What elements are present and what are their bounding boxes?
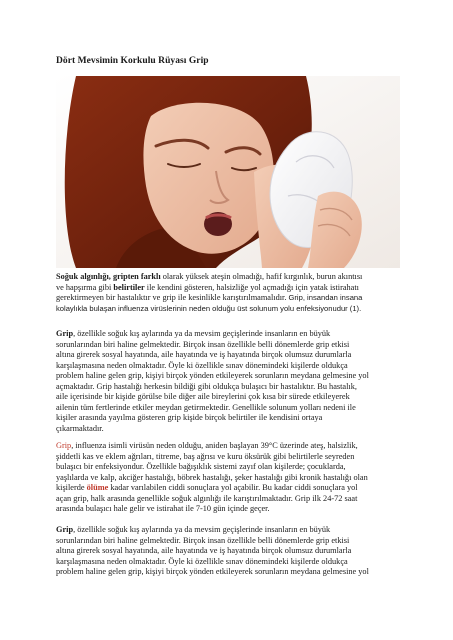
photo-illustration	[56, 76, 400, 268]
paragraph-line: kolaylıkla bulaşan influenza virüslerinin neden olduğu üst solunum yolu enfeksiyonudur (1).	[56, 303, 362, 313]
paragraph-line: sorunlarından biri haline gelmektedir. Birçok insan özellikle belli dönemlerde grip etkisi	[56, 339, 350, 349]
paragraph-cold-vs-flu	[56, 272, 402, 314]
paragraph-flu-overview	[56, 329, 402, 434]
bold-phrase: Soğuk algınlığı, gripten farklı	[56, 272, 161, 281]
paragraph-line: problem haline gelen grip, kişiyi birçok yönden etkileyerek sorunların meydana gelmesine yol	[56, 371, 369, 380]
line-text: ile kendini gösteren, halsizliğe yol açmadığı için yatak istirahatı	[144, 282, 359, 292]
line-text: kişilerde	[56, 483, 87, 492]
paragraph-flu-overview-repeat	[56, 525, 402, 578]
sneezing-woman-photo	[56, 76, 400, 268]
paragraph-line: altına girerek sosyal hayatında, aile hayatında ve iş hayatında birçok olumsuz durumlarla	[56, 350, 352, 359]
paragraph-line: altına girerek sosyal hayatında, aile hayatında ve iş hayatında birçok olumsuz durumlarla	[56, 546, 352, 555]
paragraph-line: bulaşıcı bir enfeksiyondur. Özellikle bağışıklık sistemi zayıf olan kişilerde; çocuklarda,	[56, 462, 346, 471]
line-text: , özellikle soğuk kış aylarında ya da mevsim geçişlerinde insanların en büyük	[73, 525, 331, 534]
paragraph-line	[56, 525, 402, 536]
paragraph-line	[56, 272, 402, 283]
line-text: kadar varılabilen ciddi sonuçlara yol açabilir. Bu kadar ciddi sonuçlara yol	[108, 483, 358, 492]
line-text: , özellikle soğuk kış aylarında ya da mevsim geçişlerinde insanların en büyük	[73, 329, 331, 338]
red-phrase: ölüme	[86, 483, 109, 492]
paragraph-line: aile içerisinde bir kişide görülse bile diğer aile bireylerini çok kısa bir sürede etkileyerek	[56, 392, 350, 401]
red-phrase: Grip	[56, 441, 72, 450]
paragraph-line: şiddetli kas ve eklem ağrıları, titreme, baş ağrısı ve kuru öksürük gibi belirtilerle seyreden	[56, 451, 355, 461]
bold-phrase: Grip	[56, 525, 74, 534]
paragraph-line: karşılaşmasına neden olmaktadır. Öyle ki özellikle sınav dönemindeki kişilerde oldukça	[56, 556, 348, 566]
line-text: gerektirmeyen bir hastalıktır ve grip ile kesinlikle karıştırılmamalıdır.	[56, 293, 289, 302]
paragraph-line: yaşlılarda ve kalp, akciğer hastalığı, böbrek hastalığı, şeker hastalığı gibi kronik hastalığı olan	[56, 472, 368, 482]
paragraph-line: açan grip, halk arasında genellikle soğuk algınlığı ile karıştırılmaktadır. Grip ilk 24-72 saat	[56, 493, 358, 503]
paragraph-line: ailenin tüm fertlerinde etkiler meydan getirmektedir. Genellikle solunum yolları nedeni ile	[56, 402, 356, 412]
line-text: ve hapşırma gibi	[56, 282, 114, 292]
paragraph-line	[56, 293, 402, 304]
sans-phrase: Grip, insandan insana	[288, 293, 363, 302]
paragraph-line	[56, 441, 402, 452]
paragraph-line: kişiler arasında yayılma gösteren grip kişide birçok belirtiler ile kendisini ortaya	[56, 413, 323, 422]
paragraph-line: karşılaşmasına neden olmaktadır. Öyle ki özellikle sınav dönemindeki kişilerde oldukça	[56, 360, 348, 370]
paragraph-line	[56, 283, 402, 294]
paragraph-line: çıkarmaktadır.	[56, 423, 104, 433]
paragraph-line: problem haline gelen grip, kişiyi birçok yönden etkileyerek sorunların meydana gelmesine yol	[56, 567, 369, 576]
line-text: olarak yüksek ateşin olmadığı, hafif kırgınlık, burun akıntısı	[160, 272, 363, 281]
document-title: Dört Mevsimin Korkulu Rüyası Grip	[56, 56, 209, 66]
bold-phrase: belirtiler	[113, 282, 145, 292]
paragraph-flu-symptoms	[56, 441, 402, 515]
paragraph-line	[56, 329, 402, 340]
bold-phrase: Grip	[56, 329, 74, 338]
paragraph-line: açmaktadır. Grip hastalığı herkesin bildiği gibi oldukça bulaşıcı bir hastalıktır. Bu hastalık,	[56, 381, 357, 391]
paragraph-line	[56, 483, 402, 494]
line-text: , influenza isimli virüsün neden olduğu, aniden başlayan 39°C üzerinde ateş, halsizlik,	[71, 441, 358, 450]
paragraph-line: arasında bulaşıcı hale gelir ve istirahat ile 7-10 gün içinde geçer.	[56, 504, 270, 513]
paragraph-line: sorunlarından biri haline gelmektedir. Birçok insan özellikle belli dönemlerde grip etkisi	[56, 535, 350, 545]
